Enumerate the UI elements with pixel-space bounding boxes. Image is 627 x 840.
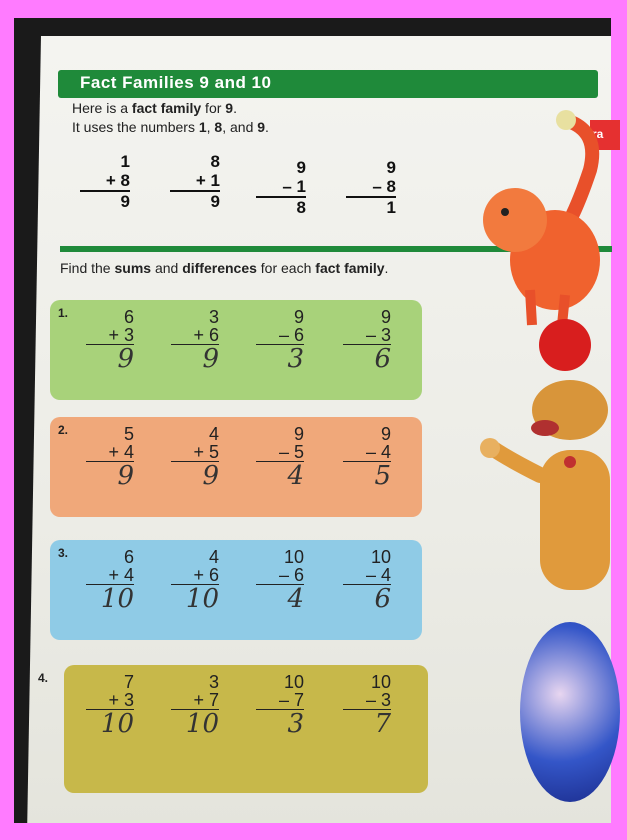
panel-number: 2. xyxy=(58,423,69,437)
problem-operation: – 3 xyxy=(343,691,391,710)
problem xyxy=(163,308,219,373)
side-tab-label: ra xyxy=(592,127,604,141)
handwritten-answer: 3 xyxy=(287,344,304,374)
problem-top: 9 xyxy=(380,307,391,327)
panel-number: 4. xyxy=(38,671,49,685)
intro-line-1: Here is a fact family for 9. xyxy=(72,100,237,116)
problem xyxy=(78,425,134,490)
problem-top: 6 xyxy=(123,547,134,567)
instructions: Find the sums and differences for each fact family. xyxy=(60,260,389,276)
problem-operation: + 7 xyxy=(171,691,219,710)
handwritten-answer: 9 xyxy=(202,344,219,374)
example-problem-3: 9 – 1 8 xyxy=(246,158,306,217)
problem xyxy=(248,425,304,490)
problem-operation: + 3 xyxy=(86,691,134,710)
example-problem-2: 8 + 1 9 xyxy=(160,152,220,211)
dog-illustration xyxy=(470,310,620,640)
problem-top: 9 xyxy=(380,424,391,444)
problem-top: 10 xyxy=(370,547,391,567)
handwritten-answer: 7 xyxy=(374,709,391,739)
example-problem-4: 9 – 8 1 xyxy=(336,158,396,217)
panel-number: 3. xyxy=(58,546,69,560)
problem xyxy=(335,308,391,373)
problem xyxy=(78,673,134,738)
problem-operation: + 5 xyxy=(171,443,219,462)
dog-paw xyxy=(480,438,500,458)
problem xyxy=(248,673,304,738)
problem-operation: – 6 xyxy=(256,326,304,345)
beach-ball-illustration xyxy=(520,622,620,802)
cat-tail xyxy=(565,120,592,220)
handwritten-answer: 9 xyxy=(117,461,134,491)
ball-of-yarn-icon xyxy=(556,110,576,130)
problem-top: 10 xyxy=(283,672,304,692)
problem xyxy=(248,308,304,373)
page-title: Fact Families 9 and 10 xyxy=(80,73,272,92)
handwritten-answer: 6 xyxy=(374,344,391,374)
handwritten-answer: 10 xyxy=(100,584,134,614)
problem-operation: + 6 xyxy=(171,566,219,585)
problem xyxy=(78,308,134,373)
problem-operation: – 4 xyxy=(343,566,391,585)
problem-operation: – 7 xyxy=(256,691,304,710)
problem-operation: + 6 xyxy=(171,326,219,345)
problem-operation: + 3 xyxy=(86,326,134,345)
problem xyxy=(78,548,134,613)
dog-body xyxy=(540,450,610,590)
problem xyxy=(163,673,219,738)
problem xyxy=(335,673,391,738)
handwritten-answer: 6 xyxy=(374,584,391,614)
problem-top: 9 xyxy=(293,307,304,327)
problem-operation: – 4 xyxy=(343,443,391,462)
handwritten-answer: 10 xyxy=(185,584,219,614)
problem-top: 9 xyxy=(293,424,304,444)
apple-icon xyxy=(539,319,591,371)
handwritten-answer: 4 xyxy=(287,584,304,614)
problem-top: 7 xyxy=(123,672,134,692)
problem xyxy=(335,548,391,613)
problem xyxy=(335,425,391,490)
dog-collar-tag xyxy=(564,456,576,468)
cat-eye xyxy=(501,208,509,216)
problem-top: 6 xyxy=(123,307,134,327)
problem xyxy=(163,548,219,613)
handwritten-answer: 9 xyxy=(202,461,219,491)
dog-arm xyxy=(492,448,540,475)
problem-operation: – 5 xyxy=(256,443,304,462)
cat-illustration xyxy=(470,110,620,340)
cat-head xyxy=(483,188,547,252)
problem-operation: – 6 xyxy=(256,566,304,585)
problem-top: 10 xyxy=(370,672,391,692)
problem-top: 4 xyxy=(208,547,219,567)
dog-tongue xyxy=(531,420,559,436)
problem xyxy=(248,548,304,613)
intro-line-2: It uses the numbers 1, 8, and 9. xyxy=(72,119,269,135)
problem-top: 5 xyxy=(123,424,134,444)
problem-top: 10 xyxy=(283,547,304,567)
panel-number: 1. xyxy=(58,306,69,320)
handwritten-answer: 4 xyxy=(287,461,304,491)
problem-operation: – 3 xyxy=(343,326,391,345)
handwritten-answer: 5 xyxy=(374,461,391,491)
handwritten-answer: 10 xyxy=(185,709,219,739)
problem-top: 4 xyxy=(208,424,219,444)
problem-top: 3 xyxy=(208,672,219,692)
problem-operation: + 4 xyxy=(86,566,134,585)
handwritten-answer: 10 xyxy=(100,709,134,739)
example-problem-1: 1 + 8 9 xyxy=(70,152,130,211)
problem-operation: + 4 xyxy=(86,443,134,462)
problem xyxy=(163,425,219,490)
problem-top: 3 xyxy=(208,307,219,327)
handwritten-answer: 9 xyxy=(117,344,134,374)
handwritten-answer: 3 xyxy=(287,709,304,739)
